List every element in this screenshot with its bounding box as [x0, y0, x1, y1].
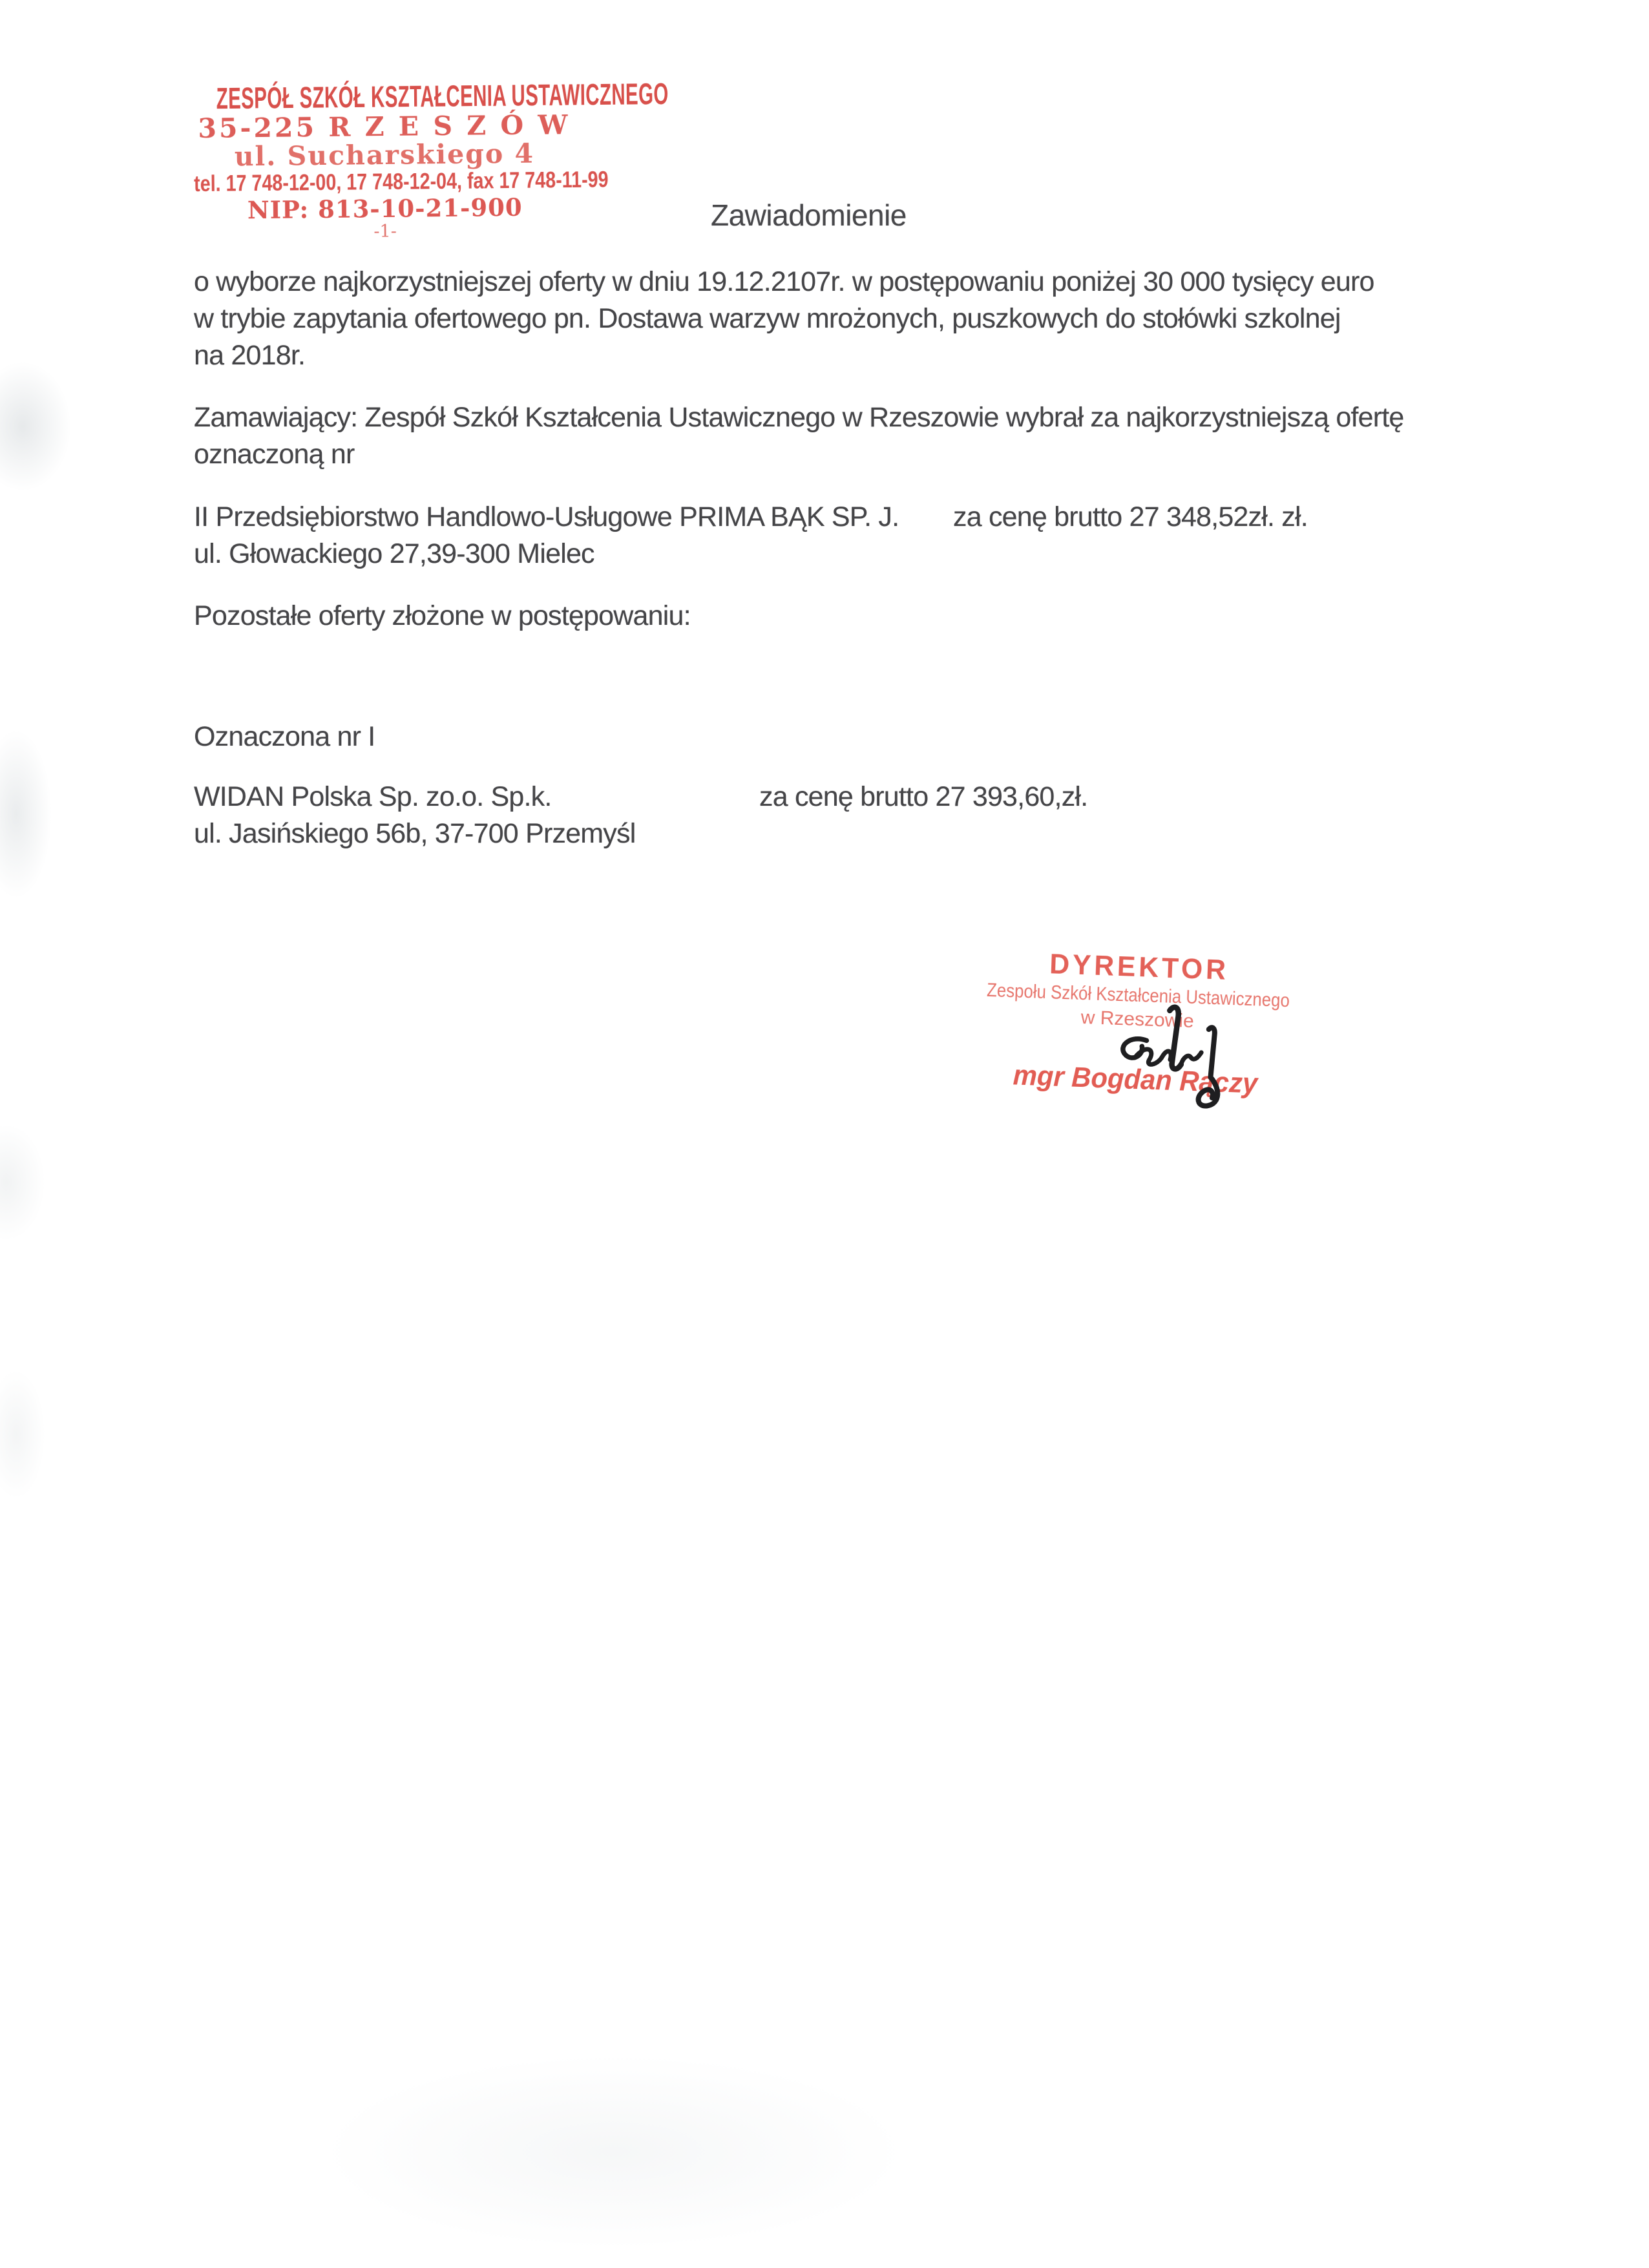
- other-offers-heading: Pozostałe oferty złożone w postępowaniu:: [194, 600, 691, 631]
- document-title: Zawiadomienie: [711, 198, 907, 232]
- other-offer-price: za cenę brutto 27 393,60,zł.: [759, 781, 1088, 812]
- director-stamp-name: mgr Bogdan Rączy: [1012, 1059, 1259, 1100]
- stamp-school-name: ZESPÓŁ SZKÓŁ KSZTAŁCENIA USTAWICZNEGO: [216, 77, 669, 116]
- selected-offer-company: II Przedsiębiorstwo Handlowo-Usługowe PRIMA BĄK SP. J.: [194, 501, 899, 532]
- selected-offer-address: ul. Głowackiego 27,39-300 Mielec: [194, 538, 594, 569]
- stamp-street: ul. Sucharskiego 4: [234, 138, 535, 173]
- selected-offer-price: za cenę brutto 27 348,52zł. zł.: [953, 501, 1308, 532]
- stamp-postal-city: 35-225 R Z E S Z Ó W: [198, 109, 571, 145]
- director-stamp-city: w Rzeszowie: [1080, 1006, 1195, 1033]
- ordering-party-paragraph: [194, 399, 1404, 473]
- paragraph-line: oznaczoną nr: [194, 439, 355, 470]
- other-offer-company: WIDAN Polska Sp. zo.o. Sp.k.: [194, 781, 552, 812]
- paragraph-line: w trybie zapytania ofertowego pn. Dostawa warzyw mrożonych, puszkowych do stołówki szkolnej: [194, 303, 1341, 334]
- other-offer-row: [194, 779, 1088, 815]
- scan-artifact: [0, 362, 71, 491]
- paragraph-line: na 2018r.: [194, 340, 306, 371]
- paragraph-line: o wyborze najkorzystniejszej oferty w dniu 19.12.2107r. w postępowaniu poniżej 30 000 tysięcy euro: [194, 266, 1374, 297]
- director-stamp-title: DYREKTOR: [1049, 948, 1230, 986]
- scan-artifact: [0, 1124, 45, 1241]
- director-stamp-org: Zespołu Szkół Kształcenia Ustawicznego: [986, 979, 1290, 1012]
- other-offer-marker: Oznaczona nr I: [194, 721, 375, 752]
- stamp-nip: NIP: 813-10-21-900: [247, 193, 523, 225]
- handwritten-signature-ink: [1109, 999, 1230, 1116]
- school-header-stamp: [151, 77, 669, 244]
- intro-paragraph: [194, 264, 1374, 374]
- other-offer-address: ul. Jasińskiego 56b, 37-700 Przemyśl: [194, 818, 636, 849]
- stamp-number: -1-: [373, 221, 397, 242]
- paragraph-line: Zamawiający: Zespół Szkół Kształcenia Ustawicznego w Rzeszowie wybrał za najkorzystniejszą ofertę: [194, 402, 1404, 433]
- selected-offer-row: [194, 499, 1308, 536]
- other-offer-block: [194, 779, 1088, 852]
- scan-artifact: [0, 1370, 45, 1499]
- selected-offer-block: [194, 499, 1308, 572]
- stamp-phone-fax: tel. 17 748-12-00, 17 748-12-04, fax 17 748-11-99: [193, 167, 609, 197]
- scan-artifact: [0, 730, 52, 898]
- scan-artifact: [323, 2055, 905, 2249]
